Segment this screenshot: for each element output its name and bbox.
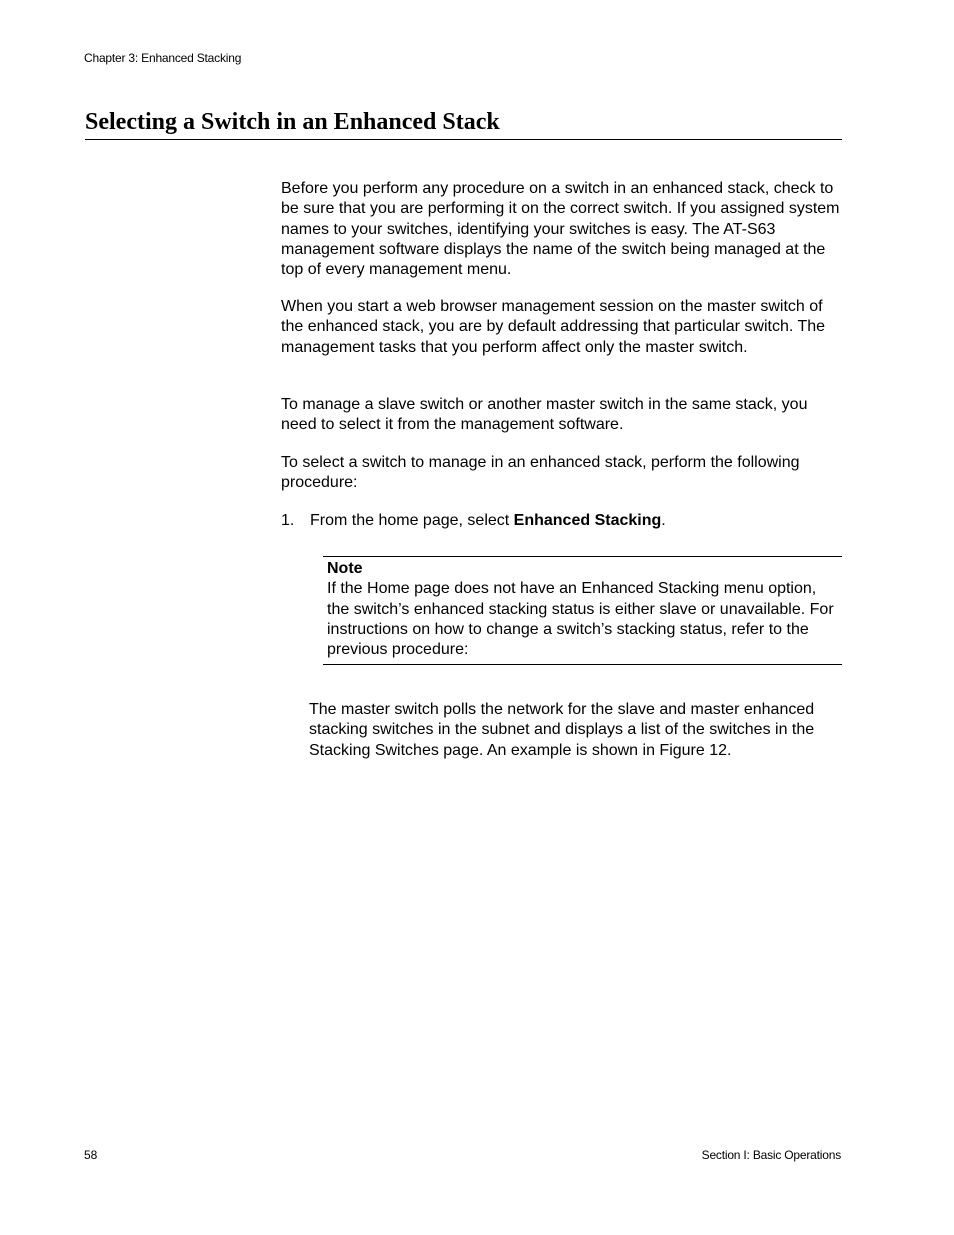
paragraph-procedure-intro: To select a switch to manage in an enhanced stack, perform the following procedure: xyxy=(281,454,800,492)
step-text-end: . xyxy=(661,512,666,529)
page-number: 58 xyxy=(84,1148,98,1162)
note-text: If the Home page does not have an Enhanced Stacking menu option, the switch’s enhanced stacking status is either slave or unavailable. For instructions on how to change a switch’s stacking status, refer to the previous procedure: xyxy=(327,580,834,659)
running-header: Chapter 3: Enhanced Stacking xyxy=(84,51,242,65)
step-emphasis: Enhanced Stacking xyxy=(513,512,662,529)
procedure-step-1 xyxy=(281,511,846,531)
section-title: Selecting a Switch in an Enhanced Stack xyxy=(85,109,500,135)
footer-section: Section I: Basic Operations xyxy=(701,1148,841,1162)
step-number: 1. xyxy=(281,512,295,529)
paragraph-master-polls: The master switch polls the network for the slave and master enhanced stacking switches in the subnet and displays a list of the switches in the Stacking Switches page. An example is shown in Figure 12. xyxy=(309,701,815,759)
paragraph-master-session: When you start a web browser management session on the master switch of the enhanced stack, you are by default addressing that particular switch. The management tasks that you perform affect only the master switch. xyxy=(281,298,826,356)
note-box xyxy=(323,556,842,665)
paragraph-manage-slave: To manage a slave switch or another master switch in the same stack, you need to select it from the management software. xyxy=(281,396,808,434)
step-text: From the home page, select xyxy=(310,512,514,529)
title-rule xyxy=(85,139,842,140)
note-title: Note xyxy=(327,560,363,577)
paragraph-intro: Before you perform any procedure on a switch in an enhanced stack, check to be sure that you are performing it on the correct switch. If you assigned system names to your switches, identifying your switches is easy. The AT-S63 management software displays the name of the switch being managed at the top of every management menu. xyxy=(281,180,840,279)
